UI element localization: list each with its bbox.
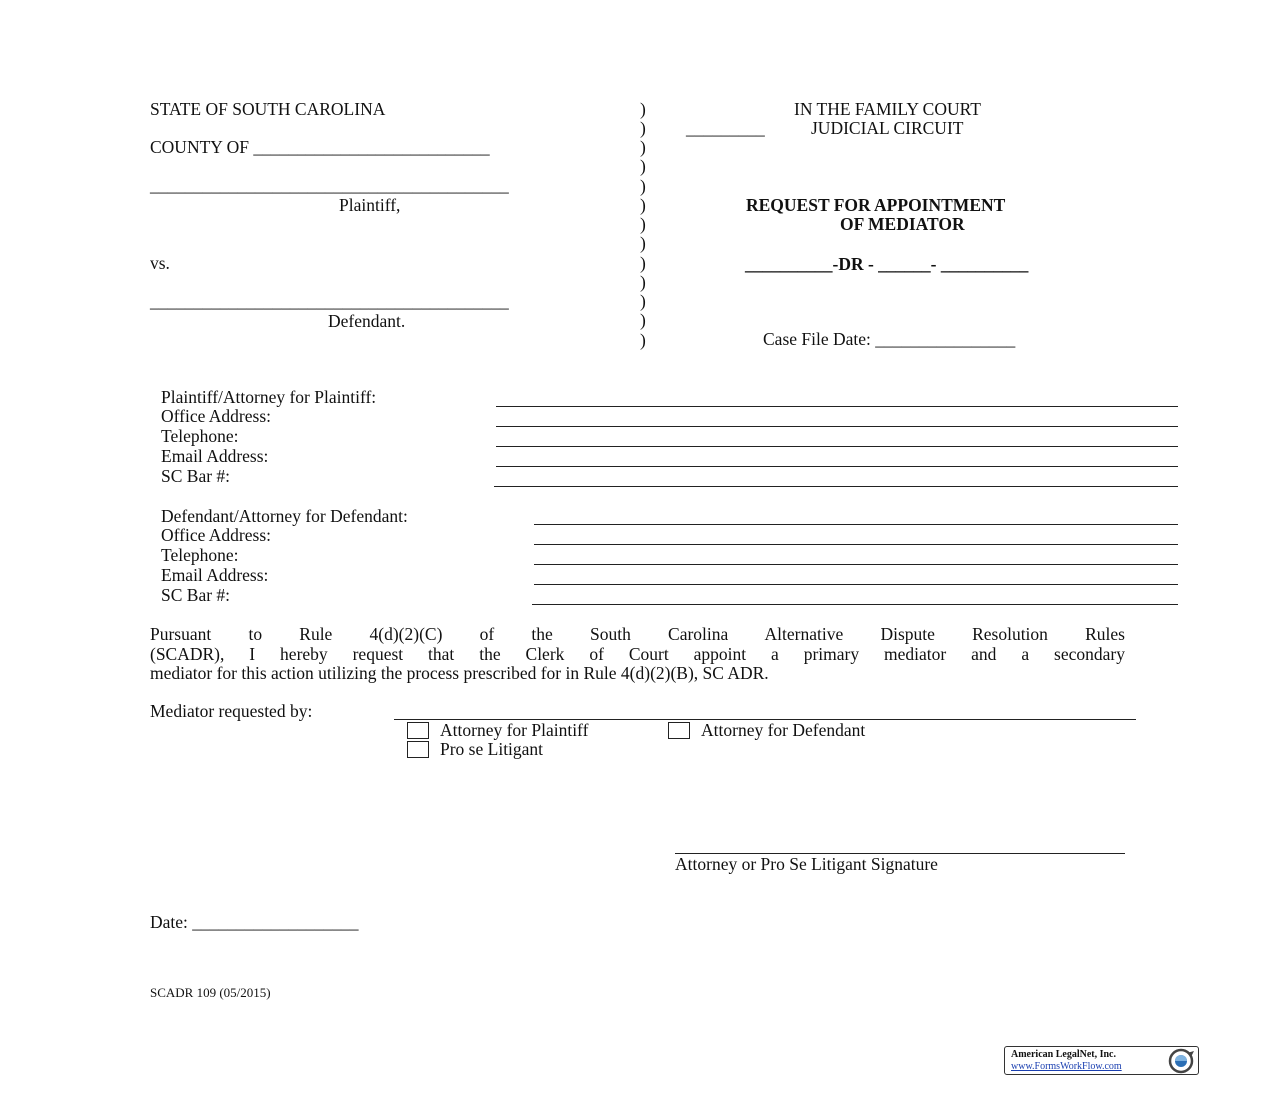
pro-se-litigant-label: Pro se Litigant xyxy=(440,739,544,759)
paren: ) xyxy=(640,156,646,176)
defendant-attorney-label: Defendant/Attorney for Defendant: xyxy=(161,506,408,526)
plaintiff-email-label: Email Address: xyxy=(161,446,269,466)
publisher-logo-icon xyxy=(1165,1048,1197,1074)
defendant-telephone-line[interactable] xyxy=(534,564,1178,565)
date-field: Date: ___________________ xyxy=(150,912,359,932)
defendant-name-line: _________________________________________ xyxy=(150,291,509,311)
defendant-telephone-label: Telephone: xyxy=(161,545,239,565)
case-number-field: __________-DR - ______- __________ xyxy=(745,254,1029,274)
plaintiff-telephone-label: Telephone: xyxy=(161,426,239,446)
attorney-for-defendant-label: Attorney for Defendant xyxy=(701,720,866,740)
defendant-bar-label: SC Bar #: xyxy=(161,585,231,605)
defendant-email-label: Email Address: xyxy=(161,565,269,585)
defendant-attorney-line[interactable] xyxy=(534,524,1178,525)
plaintiff-office-line[interactable] xyxy=(496,426,1178,427)
plaintiff-attorney-line[interactable] xyxy=(496,406,1178,407)
court-title: IN THE FAMILY COURT xyxy=(794,99,981,119)
defendant-office-label: Office Address: xyxy=(161,525,271,545)
publisher-badge xyxy=(1004,1046,1199,1075)
attorney-for-defendant-checkbox[interactable] xyxy=(668,722,690,739)
defendant-office-line[interactable] xyxy=(534,544,1178,545)
paren: ) xyxy=(640,195,646,215)
circuit-label: JUDICIAL CIRCUIT xyxy=(811,118,964,138)
paren: ) xyxy=(640,233,646,253)
publisher-url[interactable]: www.FormsWorkFlow.com xyxy=(1011,1061,1122,1072)
county-field: COUNTY OF ___________________________ xyxy=(150,137,490,157)
publisher-name: American LegalNet, Inc. xyxy=(1011,1049,1116,1060)
pro-se-litigant-checkbox[interactable] xyxy=(407,741,429,758)
circuit-blank: _________ xyxy=(686,118,765,138)
request-paragraph-line2: (SCADR), I hereby request that the Clerk of Court appoint a primary mediator and a secondary xyxy=(150,644,1125,664)
paren: ) xyxy=(640,214,646,234)
plaintiff-telephone-line[interactable] xyxy=(496,446,1178,447)
defendant-email-line[interactable] xyxy=(534,584,1178,585)
mediator-requested-label: Mediator requested by: xyxy=(150,701,313,721)
paren: ) xyxy=(640,253,646,273)
attorney-for-plaintiff-checkbox[interactable] xyxy=(407,722,429,739)
plaintiff-name-line: _________________________________________ xyxy=(150,175,509,195)
defendant-label: Defendant. xyxy=(328,311,406,331)
plaintiff-bar-line[interactable] xyxy=(494,486,1178,487)
paren: ) xyxy=(640,99,646,119)
plaintiff-email-line[interactable] xyxy=(496,466,1178,467)
defendant-bar-line[interactable] xyxy=(532,604,1178,605)
form-id: SCADR 109 (05/2015) xyxy=(150,985,271,1000)
plaintiff-bar-label: SC Bar #: xyxy=(161,466,231,486)
case-file-date-field: Case File Date: ________________ xyxy=(763,329,1016,349)
state-name: STATE OF SOUTH CAROLINA xyxy=(150,99,386,119)
request-paragraph-line3: mediator for this action utilizing the process prescribed for in Rule 4(d)(2)(B), SC ADR. xyxy=(150,663,769,683)
paren: ) xyxy=(640,330,646,350)
request-paragraph-line1: Pursuant to Rule 4(d)(2)(C) of the South Carolina Alternative Dispute Resolution Rules xyxy=(150,624,1125,644)
paren: ) xyxy=(640,137,646,157)
paren: ) xyxy=(640,176,646,196)
document-title: REQUEST FOR APPOINTMENT xyxy=(746,195,1006,215)
signature-label: Attorney or Pro Se Litigant Signature xyxy=(675,854,938,874)
paren: ) xyxy=(640,272,646,292)
attorney-for-plaintiff-label: Attorney for Plaintiff xyxy=(440,720,589,740)
vs-label: vs. xyxy=(150,253,170,273)
plaintiff-office-label: Office Address: xyxy=(161,406,271,426)
paren: ) xyxy=(640,118,646,138)
paren: ) xyxy=(640,310,646,330)
plaintiff-label: Plaintiff, xyxy=(339,195,401,215)
plaintiff-attorney-label: Plaintiff/Attorney for Plaintiff: xyxy=(161,387,377,407)
document-subtitle: OF MEDIATOR xyxy=(840,214,965,234)
paren: ) xyxy=(640,291,646,311)
